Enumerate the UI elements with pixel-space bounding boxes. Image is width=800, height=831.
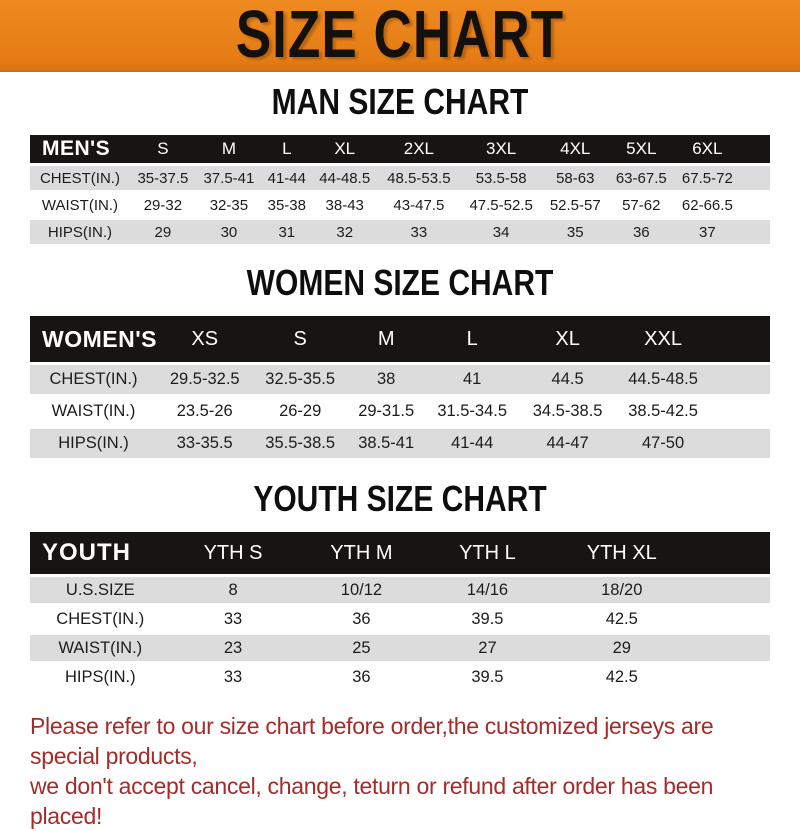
size-column-header: XL	[520, 316, 615, 362]
size-column-header: YTH L	[427, 532, 547, 574]
size-column-header: XS	[157, 316, 252, 362]
filler-cell	[740, 135, 770, 163]
size-value-cell: 23.5-26	[157, 397, 252, 426]
size-column-header: 4XL	[542, 135, 608, 163]
size-value-cell: 36	[295, 664, 427, 690]
size-value-cell: 25	[295, 635, 427, 661]
order-note	[30, 711, 770, 831]
size-value-cell: 44.5	[520, 365, 615, 394]
measure-row-label: WAIST(IN.)	[30, 193, 130, 217]
size-value-cell: 26-29	[252, 397, 347, 426]
size-value-cell: 27	[427, 635, 547, 661]
note-line-2: we don't accept cancel, change, teturn or refund after order has been placed!	[30, 773, 714, 829]
size-value-cell: 32.5-35.5	[252, 365, 347, 394]
women-table-label: WOMEN'S	[30, 316, 157, 362]
measure-row-label: HIPS(IN.)	[30, 664, 171, 690]
size-value-cell: 38.5-42.5	[615, 397, 711, 426]
size-value-cell: 41-44	[424, 429, 519, 458]
size-column-header: 6XL	[674, 135, 740, 163]
men-table-label: MEN'S	[30, 135, 130, 163]
size-value-cell: 44-47	[520, 429, 615, 458]
size-value-cell: 38.5-41	[348, 429, 425, 458]
filler-cell	[696, 664, 770, 690]
size-value-cell: 31	[262, 220, 312, 244]
filler-cell	[696, 635, 770, 661]
size-value-cell: 43-47.5	[378, 193, 460, 217]
size-value-cell: 23	[171, 635, 296, 661]
size-value-cell: 41-44	[262, 166, 312, 190]
men-size-table	[30, 132, 770, 247]
table-row	[30, 664, 770, 690]
table-row	[30, 397, 770, 426]
size-charts	[0, 82, 800, 693]
measure-row-label: WAIST(IN.)	[30, 635, 171, 661]
measure-row-label: CHEST(IN.)	[30, 606, 171, 632]
size-column-header: M	[196, 135, 262, 163]
size-value-cell: 35-37.5	[130, 166, 196, 190]
size-column-header: S	[130, 135, 196, 163]
size-value-cell: 35.5-38.5	[252, 429, 347, 458]
size-column-header: YTH XL	[548, 532, 696, 574]
size-value-cell: 29-32	[130, 193, 196, 217]
table-row	[30, 429, 770, 458]
size-column-header: XXL	[615, 316, 711, 362]
size-value-cell: 48.5-53.5	[378, 166, 460, 190]
table-row	[30, 365, 770, 394]
size-value-cell: 35-38	[262, 193, 312, 217]
men-chart-heading: MAN SIZE CHART	[271, 82, 529, 123]
size-column-header: 2XL	[378, 135, 460, 163]
size-value-cell: 33-35.5	[157, 429, 252, 458]
table-row	[30, 577, 770, 603]
size-value-cell: 39.5	[427, 664, 547, 690]
note-line-1: Please refer to our size chart before order,the customized jerseys are special products,	[30, 713, 714, 769]
men-header-row	[30, 135, 770, 163]
measure-row-label: CHEST(IN.)	[30, 365, 157, 394]
size-value-cell: 18/20	[548, 577, 696, 603]
size-value-cell: 34.5-38.5	[520, 397, 615, 426]
measure-row-label: U.S.SIZE	[30, 577, 171, 603]
size-value-cell: 31.5-34.5	[424, 397, 519, 426]
size-value-cell: 44.5-48.5	[615, 365, 711, 394]
filler-cell	[696, 532, 770, 574]
youth-header-row	[30, 532, 770, 574]
filler-cell	[711, 316, 770, 362]
size-value-cell: 32	[312, 220, 378, 244]
youth-chart-heading: YOUTH SIZE CHART	[253, 479, 547, 520]
size-value-cell: 67.5-72	[674, 166, 740, 190]
size-value-cell: 33	[378, 220, 460, 244]
table-row	[30, 220, 770, 244]
size-value-cell: 29-31.5	[348, 397, 425, 426]
women-header-row	[30, 316, 770, 362]
women-size-table	[30, 313, 770, 461]
size-value-cell: 47.5-52.5	[460, 193, 542, 217]
size-value-cell: 42.5	[548, 664, 696, 690]
size-value-cell: 47-50	[615, 429, 711, 458]
size-column-header: YTH S	[171, 532, 296, 574]
measure-row-label: HIPS(IN.)	[30, 220, 130, 244]
women-chart-heading: WOMEN SIZE CHART	[246, 263, 554, 304]
size-value-cell: 41	[424, 365, 519, 394]
size-value-cell: 58-63	[542, 166, 608, 190]
size-column-header: 3XL	[460, 135, 542, 163]
size-value-cell: 52.5-57	[542, 193, 608, 217]
table-row	[30, 635, 770, 661]
size-value-cell: 10/12	[295, 577, 427, 603]
size-value-cell: 39.5	[427, 606, 547, 632]
section-women-size-chart	[30, 263, 770, 461]
size-column-header: L	[424, 316, 519, 362]
size-column-header: XL	[312, 135, 378, 163]
size-value-cell: 37	[674, 220, 740, 244]
size-value-cell: 57-62	[608, 193, 674, 217]
size-value-cell: 44-48.5	[312, 166, 378, 190]
measure-row-label: HIPS(IN.)	[30, 429, 157, 458]
size-value-cell: 30	[196, 220, 262, 244]
youth-size-table	[30, 529, 770, 693]
size-column-header: 5XL	[608, 135, 674, 163]
size-column-header: S	[252, 316, 347, 362]
youth-table-label: YOUTH	[30, 532, 171, 574]
size-value-cell: 34	[460, 220, 542, 244]
size-value-cell: 29	[130, 220, 196, 244]
measure-row-label: CHEST(IN.)	[30, 166, 130, 190]
size-column-header: YTH M	[295, 532, 427, 574]
size-value-cell: 29	[548, 635, 696, 661]
size-value-cell: 63-67.5	[608, 166, 674, 190]
size-column-header: M	[348, 316, 425, 362]
filler-cell	[740, 220, 770, 244]
size-value-cell: 38	[348, 365, 425, 394]
measure-row-label: WAIST(IN.)	[30, 397, 157, 426]
banner	[0, 0, 800, 72]
filler-cell	[696, 606, 770, 632]
size-value-cell: 29.5-32.5	[157, 365, 252, 394]
size-value-cell: 14/16	[427, 577, 547, 603]
section-youth-size-chart	[30, 479, 770, 693]
size-value-cell: 38-43	[312, 193, 378, 217]
size-value-cell: 42.5	[548, 606, 696, 632]
filler-cell	[711, 397, 770, 426]
table-row	[30, 193, 770, 217]
size-value-cell: 36	[295, 606, 427, 632]
banner-title: SIZE CHART	[235, 0, 565, 73]
section-men-size-chart	[30, 82, 770, 247]
filler-cell	[740, 166, 770, 190]
filler-cell	[696, 577, 770, 603]
size-value-cell: 36	[608, 220, 674, 244]
size-value-cell: 8	[171, 577, 296, 603]
size-column-header: L	[262, 135, 312, 163]
size-value-cell: 35	[542, 220, 608, 244]
filler-cell	[740, 193, 770, 217]
size-value-cell: 32-35	[196, 193, 262, 217]
size-value-cell: 37.5-41	[196, 166, 262, 190]
table-row	[30, 606, 770, 632]
size-value-cell: 62-66.5	[674, 193, 740, 217]
size-value-cell: 33	[171, 606, 296, 632]
table-row	[30, 166, 770, 190]
size-value-cell: 53.5-58	[460, 166, 542, 190]
filler-cell	[711, 365, 770, 394]
size-value-cell: 33	[171, 664, 296, 690]
filler-cell	[711, 429, 770, 458]
